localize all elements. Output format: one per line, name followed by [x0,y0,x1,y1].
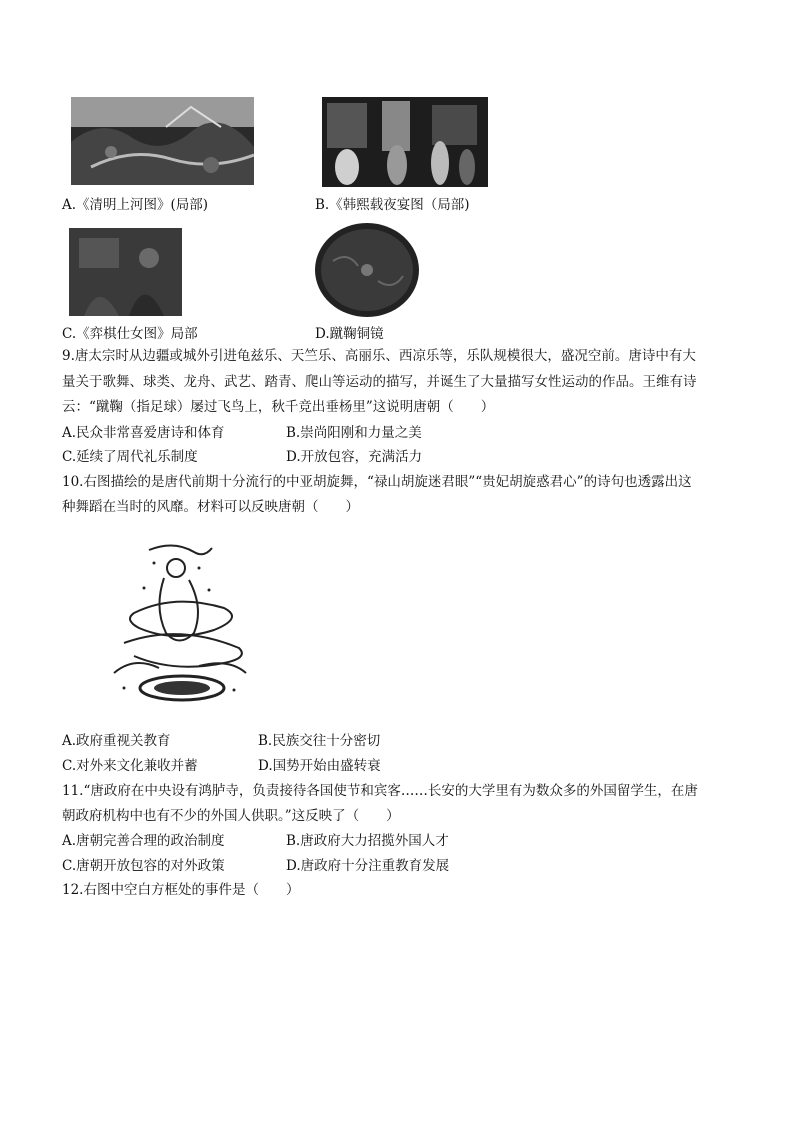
q8-option-a-caption: A.《清明上河图》(局部) [62,197,209,213]
weiqi-ladies-painting-image [69,228,182,316]
q10-option-c[interactable]: C.对外来文化兼收并蓄 [62,758,198,774]
q10-option-d[interactable]: D.国势开始由盛转衰 [258,758,381,774]
q9-line-1: 9.唐太宗时从边疆或城外引进龟兹乐、天竺乐、高丽乐、西凉乐等，乐队规模很大，盛况空前。唐诗中有大 [62,348,696,364]
huxuan-dance-image [104,538,254,708]
q11-option-a[interactable]: A.唐朝完善合理的政治制度 [62,833,225,849]
q8-option-d-caption: D.蹴鞠铜镜 [315,326,384,342]
q11-line-1: 11.“唐政府在中央设有鸿胪寺，负责接待各国使节和宾客……长安的大学里有为数众多的外国留学生，在唐 [62,783,698,799]
q9-option-a[interactable]: A.民众非常喜爱唐诗和体育 [62,425,225,441]
q10-option-a[interactable]: A.政府重视关教育 [62,733,171,749]
q9-option-b[interactable]: B.崇尚阳刚和力量之美 [286,425,422,441]
q11-option-c[interactable]: C.唐朝开放包容的对外政策 [62,858,225,874]
q10-line-2: 种舞蹈在当时的风靡。材料可以反映唐朝（ ） [62,499,359,515]
hanxizai-painting-image [322,97,488,187]
q9-line-2: 量关于歌舞、球类、龙舟、武艺、踏青、爬山等运动的描写，并诞生了大量描写女性运动的作品。王维有诗 [62,374,697,390]
q9-option-c[interactable]: C.延续了周代礼乐制度 [62,449,198,465]
q9-option-d[interactable]: D.开放包容，充满活力 [286,449,423,465]
q9-line-3: 云：“蹴鞠（指足球）屡过飞鸟上，秋千竞出垂杨里”这说明唐朝（ ） [62,399,495,415]
q12-line-1: 12.右图中空白方框处的事件是（ ） [62,882,300,898]
cuju-bronze-mirror-image [313,221,421,319]
q11-option-b[interactable]: B.唐政府大力招揽外国人才 [286,833,449,849]
q10-line-1: 10.右图描绘的是唐代前期十分流行的中亚胡旋舞，“禄山胡旋迷君眼”“贵妃胡旋惑君心”的诗句也透露出这 [62,474,692,490]
qingming-painting-image [71,97,254,185]
q11-option-d[interactable]: D.唐政府十分注重教育发展 [286,858,450,874]
q8-option-b-caption: B.《韩熙载夜宴图（局部) [315,197,470,213]
q10-option-b[interactable]: B.民族交往十分密切 [258,733,381,749]
q8-option-c-caption: C.《弈棋仕女图》局部 [62,326,198,342]
q11-line-2: 朝政府机构中也有不少的外国人供职。”这反映了（ ） [62,808,400,824]
